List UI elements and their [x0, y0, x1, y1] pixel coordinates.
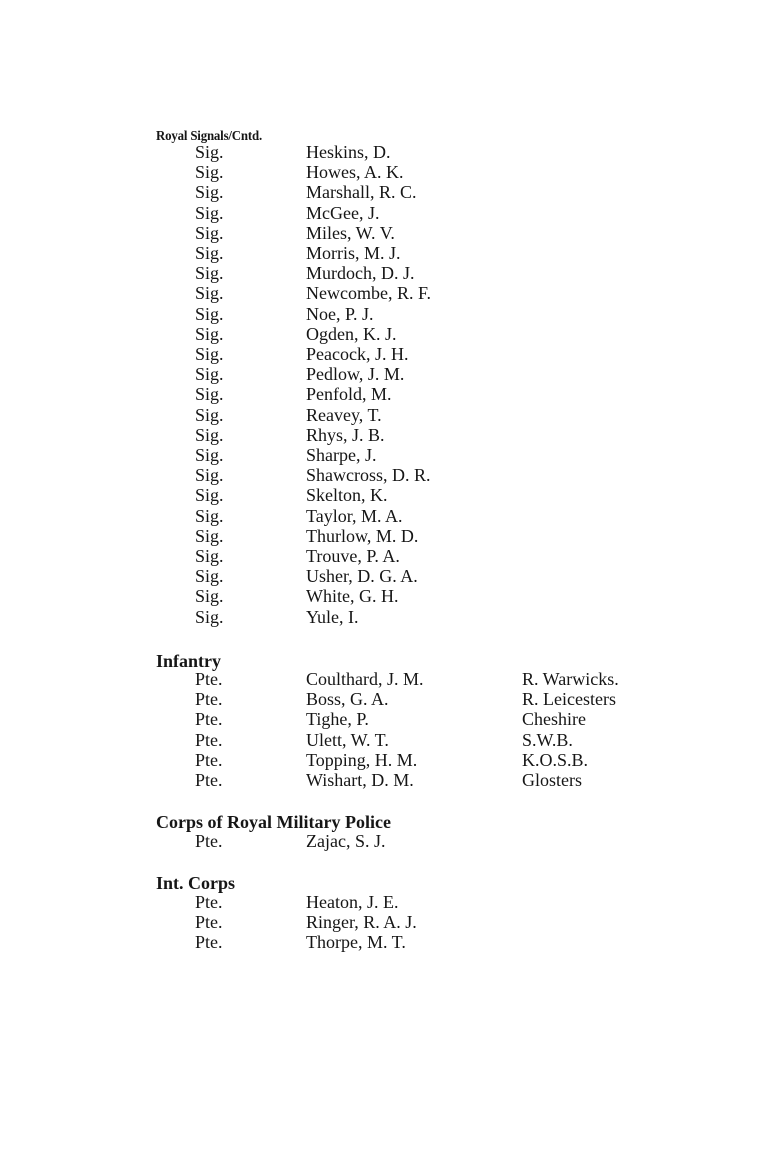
entry-name: Rhys, J. B. [306, 424, 385, 445]
entry-rank: Sig. [195, 323, 224, 344]
entry-rank: Sig. [195, 202, 224, 223]
entry-row [0, 142, 780, 162]
entry-rank: Sig. [195, 222, 224, 243]
entry-row [0, 445, 780, 465]
entry-row [0, 203, 780, 223]
entry-name: Heaton, J. E. [306, 892, 399, 912]
entry-name: Morris, M. J. [306, 243, 401, 263]
entry-name: Yule, I. [306, 606, 359, 627]
entry-row [0, 162, 780, 182]
section-heading-infantry: Infantry [156, 651, 222, 671]
entry-name: Penfold, M. [306, 384, 392, 405]
entry-row [0, 607, 780, 627]
entry-name: Taylor, M. A. [306, 505, 403, 526]
entry-name: Noe, P. J. [306, 303, 374, 324]
entry-name: Boss, G. A. [306, 689, 389, 710]
entry-row [0, 831, 780, 851]
entry-rank: Pte. [195, 932, 223, 953]
entry-rank: Sig. [195, 505, 224, 526]
entry-name: Tighe, P. [306, 709, 369, 730]
entry-rank: Sig. [195, 303, 224, 324]
entry-name: Shawcross, D. R. [306, 465, 431, 486]
entry-row [0, 425, 780, 445]
entry-rank: Sig. [195, 586, 224, 607]
entry-rank: Sig. [195, 606, 224, 627]
entry-row [0, 485, 780, 505]
entry-name: Murdoch, D. J. [306, 263, 415, 284]
entry-name: McGee, J. [306, 202, 380, 223]
entry-row [0, 364, 780, 384]
entry-rank: Sig. [195, 525, 224, 546]
entry-unit: R. Leicesters [522, 689, 616, 710]
entry-name: Thurlow, M. D. [306, 525, 419, 546]
entry-row [0, 384, 780, 404]
entry-row [0, 932, 780, 952]
entry-row [0, 506, 780, 526]
entry-rank: Sig. [195, 182, 224, 203]
entry-name: Ogden, K. J. [306, 323, 397, 344]
entry-row [0, 586, 780, 606]
entry-row [0, 465, 780, 485]
entry-rank: Sig. [195, 384, 224, 405]
entry-rank: Pte. [195, 669, 223, 689]
entry-rank: Sig. [195, 546, 224, 566]
entry-row [0, 669, 780, 689]
entry-unit: Cheshire [522, 709, 586, 730]
section-heading-int-corps: Int. Corps [156, 873, 236, 893]
entry-row [0, 912, 780, 932]
entry-rank: Sig. [195, 142, 224, 162]
entry-rank: Pte. [195, 749, 223, 770]
entry-rank: Pte. [195, 892, 223, 912]
entry-name: Trouve, P. A. [306, 546, 400, 566]
entry-name: Wishart, D. M. [306, 770, 414, 790]
entry-rank: Sig. [195, 344, 224, 364]
entry-rank: Sig. [195, 263, 224, 284]
section-heading-military-police: Corps of Royal Military Police [156, 812, 391, 832]
entry-rank: Pte. [195, 689, 223, 710]
entry-name: Thorpe, M. T. [306, 932, 406, 953]
entry-row [0, 283, 780, 303]
entry-row [0, 526, 780, 546]
entry-rank: Sig. [195, 445, 224, 465]
entry-rank: Sig. [195, 485, 224, 506]
entry-row [0, 344, 780, 364]
entry-row [0, 263, 780, 283]
entry-name: White, G. H. [306, 586, 399, 607]
entry-row [0, 223, 780, 243]
entry-row [0, 689, 780, 709]
entry-name: Sharpe, J. [306, 445, 377, 465]
section-heading-royal-signals: Royal Signals/Cntd. [156, 129, 263, 144]
entry-rank: Pte. [195, 729, 223, 750]
entry-rank: Pte. [195, 912, 223, 933]
entry-row [0, 182, 780, 202]
entry-name: Pedlow, J. M. [306, 364, 405, 385]
entry-row [0, 730, 780, 750]
entry-row [0, 243, 780, 263]
entry-name: Howes, A. K. [306, 162, 404, 183]
entry-name: Ulett, W. T. [306, 729, 389, 750]
entry-row [0, 566, 780, 586]
entry-unit: R. Warwicks. [522, 669, 619, 689]
entry-name: Topping, H. M. [306, 749, 418, 770]
entry-row [0, 405, 780, 425]
entry-rank: Sig. [195, 424, 224, 445]
entry-name: Miles, W. V. [306, 222, 395, 243]
entry-rank: Pte. [195, 709, 223, 730]
entry-row [0, 324, 780, 344]
entry-name: Marshall, R. C. [306, 182, 417, 203]
entry-rank: Sig. [195, 243, 224, 263]
entry-name: Skelton, K. [306, 485, 388, 506]
entry-row [0, 770, 780, 790]
entry-rank: Sig. [195, 364, 224, 385]
entry-name: Ringer, R. A. J. [306, 912, 417, 933]
entry-rank: Pte. [195, 770, 223, 790]
entry-rank: Sig. [195, 404, 224, 425]
entry-rank: Sig. [195, 162, 224, 183]
entry-unit: S.W.B. [522, 729, 573, 750]
entry-name: Newcombe, R. F. [306, 283, 432, 304]
entry-name: Zajac, S. J. [306, 831, 386, 851]
entry-rank: Sig. [195, 566, 224, 587]
entry-name: Coulthard, J. M. [306, 669, 424, 689]
entry-name: Heskins, D. [306, 142, 391, 162]
entry-name: Reavey, T. [306, 404, 382, 425]
entry-row [0, 750, 780, 770]
entry-row [0, 709, 780, 729]
entry-row [0, 304, 780, 324]
entry-row [0, 546, 780, 566]
entry-rank: Sig. [195, 465, 224, 486]
entry-row [0, 892, 780, 912]
entry-unit: Glosters [522, 770, 582, 790]
entry-rank: Pte. [195, 831, 223, 851]
entry-name: Usher, D. G. A. [306, 566, 418, 587]
entry-name: Peacock, J. H. [306, 344, 409, 364]
entry-rank: Sig. [195, 283, 224, 304]
entry-unit: K.O.S.B. [522, 749, 589, 770]
